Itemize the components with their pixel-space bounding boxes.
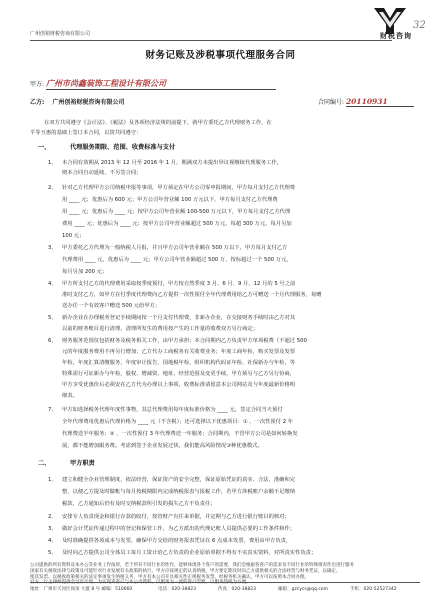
- footer-mobile: 手机：020-52527342: [350, 587, 397, 592]
- contract-number-value: 20110931: [346, 97, 414, 107]
- footer-address: 地址：广州市天河区岗顶 大厦 8 号 邮编：510660: [30, 587, 133, 592]
- item-number: 4、: [48, 281, 57, 287]
- item-text-line: 100 元；: [62, 233, 85, 239]
- item-text-line: 送办任一个有效客户赠送 500 元给甲方；: [62, 303, 161, 309]
- section-2-title: 甲方职责: [70, 460, 95, 467]
- contract-number-label: 合同编号:: [318, 99, 345, 106]
- party-a-row: [30, 78, 276, 90]
- item-number: 1、: [48, 477, 57, 483]
- item-text-line: 年检，年度汇算清缴服务，年度审计报告，国地税年检，组织机构代码证年检，社保新办与年检，等: [62, 360, 296, 366]
- item-number: 6、: [48, 338, 57, 344]
- item-number: 3、: [48, 526, 57, 532]
- item-text-line: 税款，乙方通知后仍有及时交纳税款所引发的损失乙方不负责任；: [62, 501, 216, 507]
- item-text-line: 用 ____ 元；优惠后为 ____ 元；按甲方公司年营业额 100-500 万元以下，甲方每月支付乙方代理: [62, 209, 291, 215]
- item-text-line: 特殊需行可证新办与年检，股权、增减资、地址、经营范围及变更手续，甲方须另与乙方另行协商，: [62, 371, 296, 377]
- item-text-line: 细表。: [62, 393, 78, 399]
- party-b-label: 乙方:: [30, 99, 45, 106]
- intro-line: 平等互惠的基础上签订本合同，以资共同遵守：: [30, 130, 142, 136]
- item-text-line: 及时准确提供各项成本与发票，确保甲方交给的财务报表凭证在 6 点成本发票，费用由甲方负责，: [62, 538, 292, 544]
- item-text-line: 本合同有效期从 2013 年 12 月至 2016 年 1 月，期满双方未提出异议视继续代理服务工作，: [62, 160, 283, 166]
- item-text-line: 做好会计凭证传递过程中的登记和保管工作，为乙方派出的代理记账人员提供必要的工作条件和作；: [62, 526, 296, 532]
- item-text-line: 甲方如选择税务代理年度性事物，其总代理费用每年度标准价格为 ____ 元，签定合同当天预付: [62, 407, 283, 413]
- section-1-title: 代理服务期限、范围、收费标准与支付: [70, 144, 176, 151]
- item-text-line: 代理费送半年服务；② 、一次性预付 3 年代理费送一年服务；合同期内，不管甲方公司是如何转换发: [62, 431, 298, 437]
- item-number: 7、: [48, 407, 57, 413]
- footer-note-line: 官方、行主律师提供全过有计划、为实现来客户与本公司资料，以服务为一流的客户需要，以服务热线为方便。: [30, 580, 251, 585]
- item-text-line: 甲方享受优惠价后必须安在乙方代为办理以上事项，收费标准请留意本公司网站及与年度最新价格明: [62, 382, 296, 388]
- footer-note-line: 国家有关税收法律与政策及可能针对行业发展有关政策的执行，甲方应按规定的认真纳税，甲方要定期及时向乙方提供相关的合法经营与财务凭证，以确定。: [30, 569, 341, 574]
- item-number: 4、: [48, 538, 57, 544]
- intro-line: 在双方共同遵守《会计法》、《税法》及各项经济法规的前提下，就甲方委托乙方代理财务工作，在: [44, 120, 272, 126]
- item-text-line: 财务服务范围仅包括财务及税务相关工作，由甲方承担；本合同期内乙方负责甲方单项税费（不超过 500: [62, 338, 307, 344]
- item-text-line: 整，以便乙方提及时做帐与每月按税期限内完成纳税报表与报税工作，若甲方涉税账户余额不足缴纳: [62, 489, 296, 495]
- header-company-name: 广州创裕财税咨询有限公司: [30, 31, 91, 37]
- section-2-number: 二、: [38, 460, 51, 467]
- item-number: 5、: [48, 550, 57, 556]
- party-b-row: [30, 97, 125, 106]
- header-divider: [30, 40, 392, 41]
- footer-phone: 电话：020-38823: [158, 587, 197, 592]
- logo-text: 财税咨询: [380, 32, 412, 40]
- item-text-line: 准时支付乙方，如甲方在付季度代理费向乙方提供一次性预付全年代理费用给乙方可赠送一个月代理服务，每赠: [62, 292, 322, 298]
- item-number: 3、: [48, 245, 57, 251]
- item-text-line: 安排专人负责现金和银行存款的收付，按管财产有往来单据，并定期与乙方进行银行账目的核对；: [62, 514, 290, 520]
- item-number: 2、: [48, 514, 57, 520]
- footer-email: 邮箱：gzcycs@qq.com: [278, 587, 328, 592]
- item-text-line: 用 ____ 元；优惠后为 600 元；甲方公司年营业额 100 万元以下，甲方每月支付乙方代理费: [62, 197, 278, 203]
- item-text-line: 建立和健全企业管理制度，依法经营，保证资产的安全完整，保证原始凭证的真实、合法、准确和完: [62, 477, 296, 483]
- item-text-line: 则本合同自动延续，不另签合同；: [62, 170, 142, 176]
- item-text-line: 每月另加 200 元；: [62, 269, 108, 275]
- item-text-line: 代理费用 ____ 元，优惠后为 ____ 元；甲方公司年营业额超过 500 万，按标超过一个 500 万元，: [62, 257, 292, 263]
- item-text-line: 针对乙方代理甲方公司纳税申报等事项，甲方须定在甲方公司零申报期间，甲方每月支付乙方代理费: [62, 185, 296, 191]
- page-number: 32: [413, 20, 426, 31]
- footer-note-line: 使其发票、以税收政策相关的法定事项发生纳税义务，甲方有本公司开具相关性正规税务发票，经税务机关确认，甲方可以按照本合同办理。: [30, 575, 309, 580]
- item-text-line: 甲方所支付乙方的代理费用采取按季度预付，甲方按自然季度 3 月、6 月、9 月、12 月的 5 号之前: [62, 281, 296, 287]
- party-a-label: 甲方:: [30, 81, 45, 88]
- party-b-name: 广州创裕财税咨询有限公司: [52, 99, 125, 106]
- item-text-line: 以前的财务账目进行清理，清理所发生的费用按产生的工作量的收费双方另行商定；: [62, 326, 258, 332]
- item-text-line: 费用 ____ 元；优惠后为 ____ 元；按甲方公司年营业额超过 500 万元，每超 300 万元，每月另加: [62, 221, 292, 227]
- item-text-line: 甲方委托乙方代理为一般纳税人月报，并且甲方公司年营业额在 500 万以下，甲方每月支付乙方: [62, 245, 288, 251]
- footer-fax: 传真：020-38823: [218, 587, 257, 592]
- section-1-number: 一、: [38, 144, 51, 151]
- footer-divider: [30, 582, 420, 583]
- item-text-line: 新办企业在办理税务登记手续期间按一个月支付代理费，非新办企业，在交接财务手续时由乙方对其: [62, 315, 296, 321]
- item-text-line: 及时向乙方提供公司全体员工每月工资计给乙方负责的企业原始单据不得有不实真实资料，对所真实性负责；: [62, 550, 317, 556]
- item-number: 1、: [48, 160, 57, 166]
- item-number: 2、: [48, 185, 57, 191]
- footer-note-line: 公司提供的所有资料及本办公等业务工作按原，若于所有不同行业的性作，能够体现各个客户的需要，我们会根据各客户的需求及不同行业的特殊情况作出进行服务: [30, 563, 354, 568]
- item-text-line: 全年代理费用优惠后代理价格为 ____ 元（不含税）；还可选择以下优惠项目：① 、一次性预付 2 年: [62, 419, 294, 425]
- document-title: 财务记账及涉税事项代理服务合同: [145, 50, 296, 61]
- party-a-handwritten-name: 广州市尚鑫装饰工程设计有限公司: [46, 78, 276, 90]
- item-text-line: 元的年度服务费用不再另行增加；乙方代办工商税务有关收费业务；年度工商年检，购买发票及发票: [62, 349, 296, 355]
- item-text-line: 展，都不能增加服务费。考虑到签于企业发展过快，我们能高风险情况③种优惠模式。: [62, 443, 263, 449]
- item-number: 5、: [48, 315, 57, 321]
- contract-number-row: [318, 97, 414, 107]
